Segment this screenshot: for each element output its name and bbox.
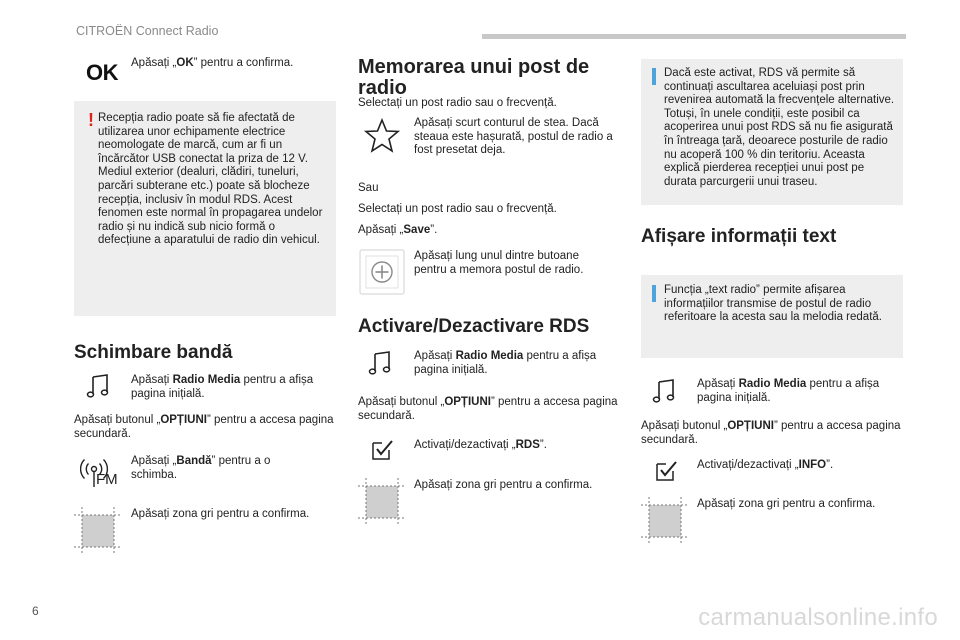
heading-text-info: Afișare informații text [641, 226, 837, 247]
grey-zone-icon [358, 478, 406, 526]
page-header-title: CITROËN Connect Radio [76, 24, 219, 38]
plus-instruction: Apăsați lung unul dintre butoane pentru a memora postul de radio. [414, 250, 584, 276]
step-band: Apăsați „Bandă” pentru a o schimba. [131, 455, 271, 481]
or-text: Sau [358, 182, 379, 194]
info-step-grey-zone: Apăsați zona gri pentru a confirma. [697, 498, 876, 510]
info-text-radio: Funcția „text radio” permite afișarea informațiilor transmise de postul de radio referitoare la acesta sau la melodia redată. [664, 284, 882, 324]
star-icon [363, 117, 401, 155]
info-icon [652, 285, 656, 302]
music-note-icon [652, 378, 676, 404]
warning-text: Recepția radio poate să fie afectată de utilizarea unor echipamente electrice neomologate de marcă, cum ar fi un încărcător USB conectat la priza de 12 V. Mediul exterior (dealuri, clădiri, tuneluri, parcări subterane etc.) poate să blocheze recepția, inclusiv în modul RDS. Acest fenomen este normal în propagarea undelor radio și nu indică sub nicio formă o defecțiune a aparatului de radio din vehicul. [98, 112, 323, 247]
select-station-text: Selectați un post radio sau o frecvență. [358, 97, 557, 109]
checkbox-toggle-icon [370, 437, 396, 463]
heading-memorize-station: Memorarea unui post de radio [358, 56, 590, 99]
info-rds-text: Dacă este activat, RDS vă permite să continuați ascultarea aceluiași post prin revenirea automată la frecvențele alternative. Totuși, în unele condiții, este posibil ca acoperirea unui post RDS să nu fie asigurată în întreaga țară, deoarece posturile de radio nu acoperă 100 % din teritoriu. Aceasta explică pierderea recepției unui post pe durata parcurgerii unui traseu. [664, 67, 895, 188]
ok-icon: OK [86, 60, 118, 85]
step-grey-zone: Apăsați zona gri pentru a confirma. [131, 508, 310, 520]
rds-step-grey-zone: Apăsați zona gri pentru a confirma. [414, 479, 593, 491]
ok-instruction: Apăsați „OK” pentru a confirma. [131, 57, 294, 69]
info-icon [652, 68, 656, 85]
select-station-text-2: Selectați un post radio sau o frecvență. [358, 203, 557, 215]
grey-zone-icon [641, 497, 689, 545]
heading-rds: Activare/Dezactivare RDS [358, 316, 590, 337]
rds-toggle-instruction: Activați/dezactivați „RDS”. [414, 439, 547, 451]
music-note-icon [368, 350, 392, 376]
checkbox-toggle-icon [654, 458, 680, 484]
header-rule [482, 34, 906, 39]
rds-step-radio-media: Apăsați Radio Media pentru a afișa pagina inițială. [414, 350, 597, 376]
info-step-options: Apăsați butonul „OPȚIUNI” pentru a accesa pagina secundară. [641, 420, 901, 446]
watermark: carmanualsonline.info [698, 604, 938, 631]
page-number: 6 [32, 604, 39, 618]
info-step-radio-media: Apăsați Radio Media pentru a afișa pagina inițială. [697, 378, 880, 404]
step-options: Apăsați butonul „OPȚIUNI” pentru a accesa pagina secundară. [74, 414, 334, 440]
step-radio-media: Apăsați Radio Media pentru a afișa pagina inițială. [131, 374, 314, 400]
music-note-icon [86, 373, 110, 399]
plus-preset-icon [359, 249, 405, 295]
heading-band-change: Schimbare bandă [74, 342, 233, 363]
save-instruction: Apăsați „Save”. [358, 224, 438, 236]
fm-label: FM [96, 471, 118, 488]
star-instruction: Apăsați scurt conturul de stea. Dacă steaua este hașurată, postul de radio a fost presetat deja. [414, 117, 613, 157]
info-toggle-instruction: Activați/dezactivați „INFO”. [697, 459, 834, 471]
grey-zone-icon [74, 507, 122, 555]
warning-icon: ! [88, 110, 94, 130]
rds-step-options: Apăsați butonul „OPȚIUNI” pentru a accesa pagina secundară. [358, 396, 618, 422]
